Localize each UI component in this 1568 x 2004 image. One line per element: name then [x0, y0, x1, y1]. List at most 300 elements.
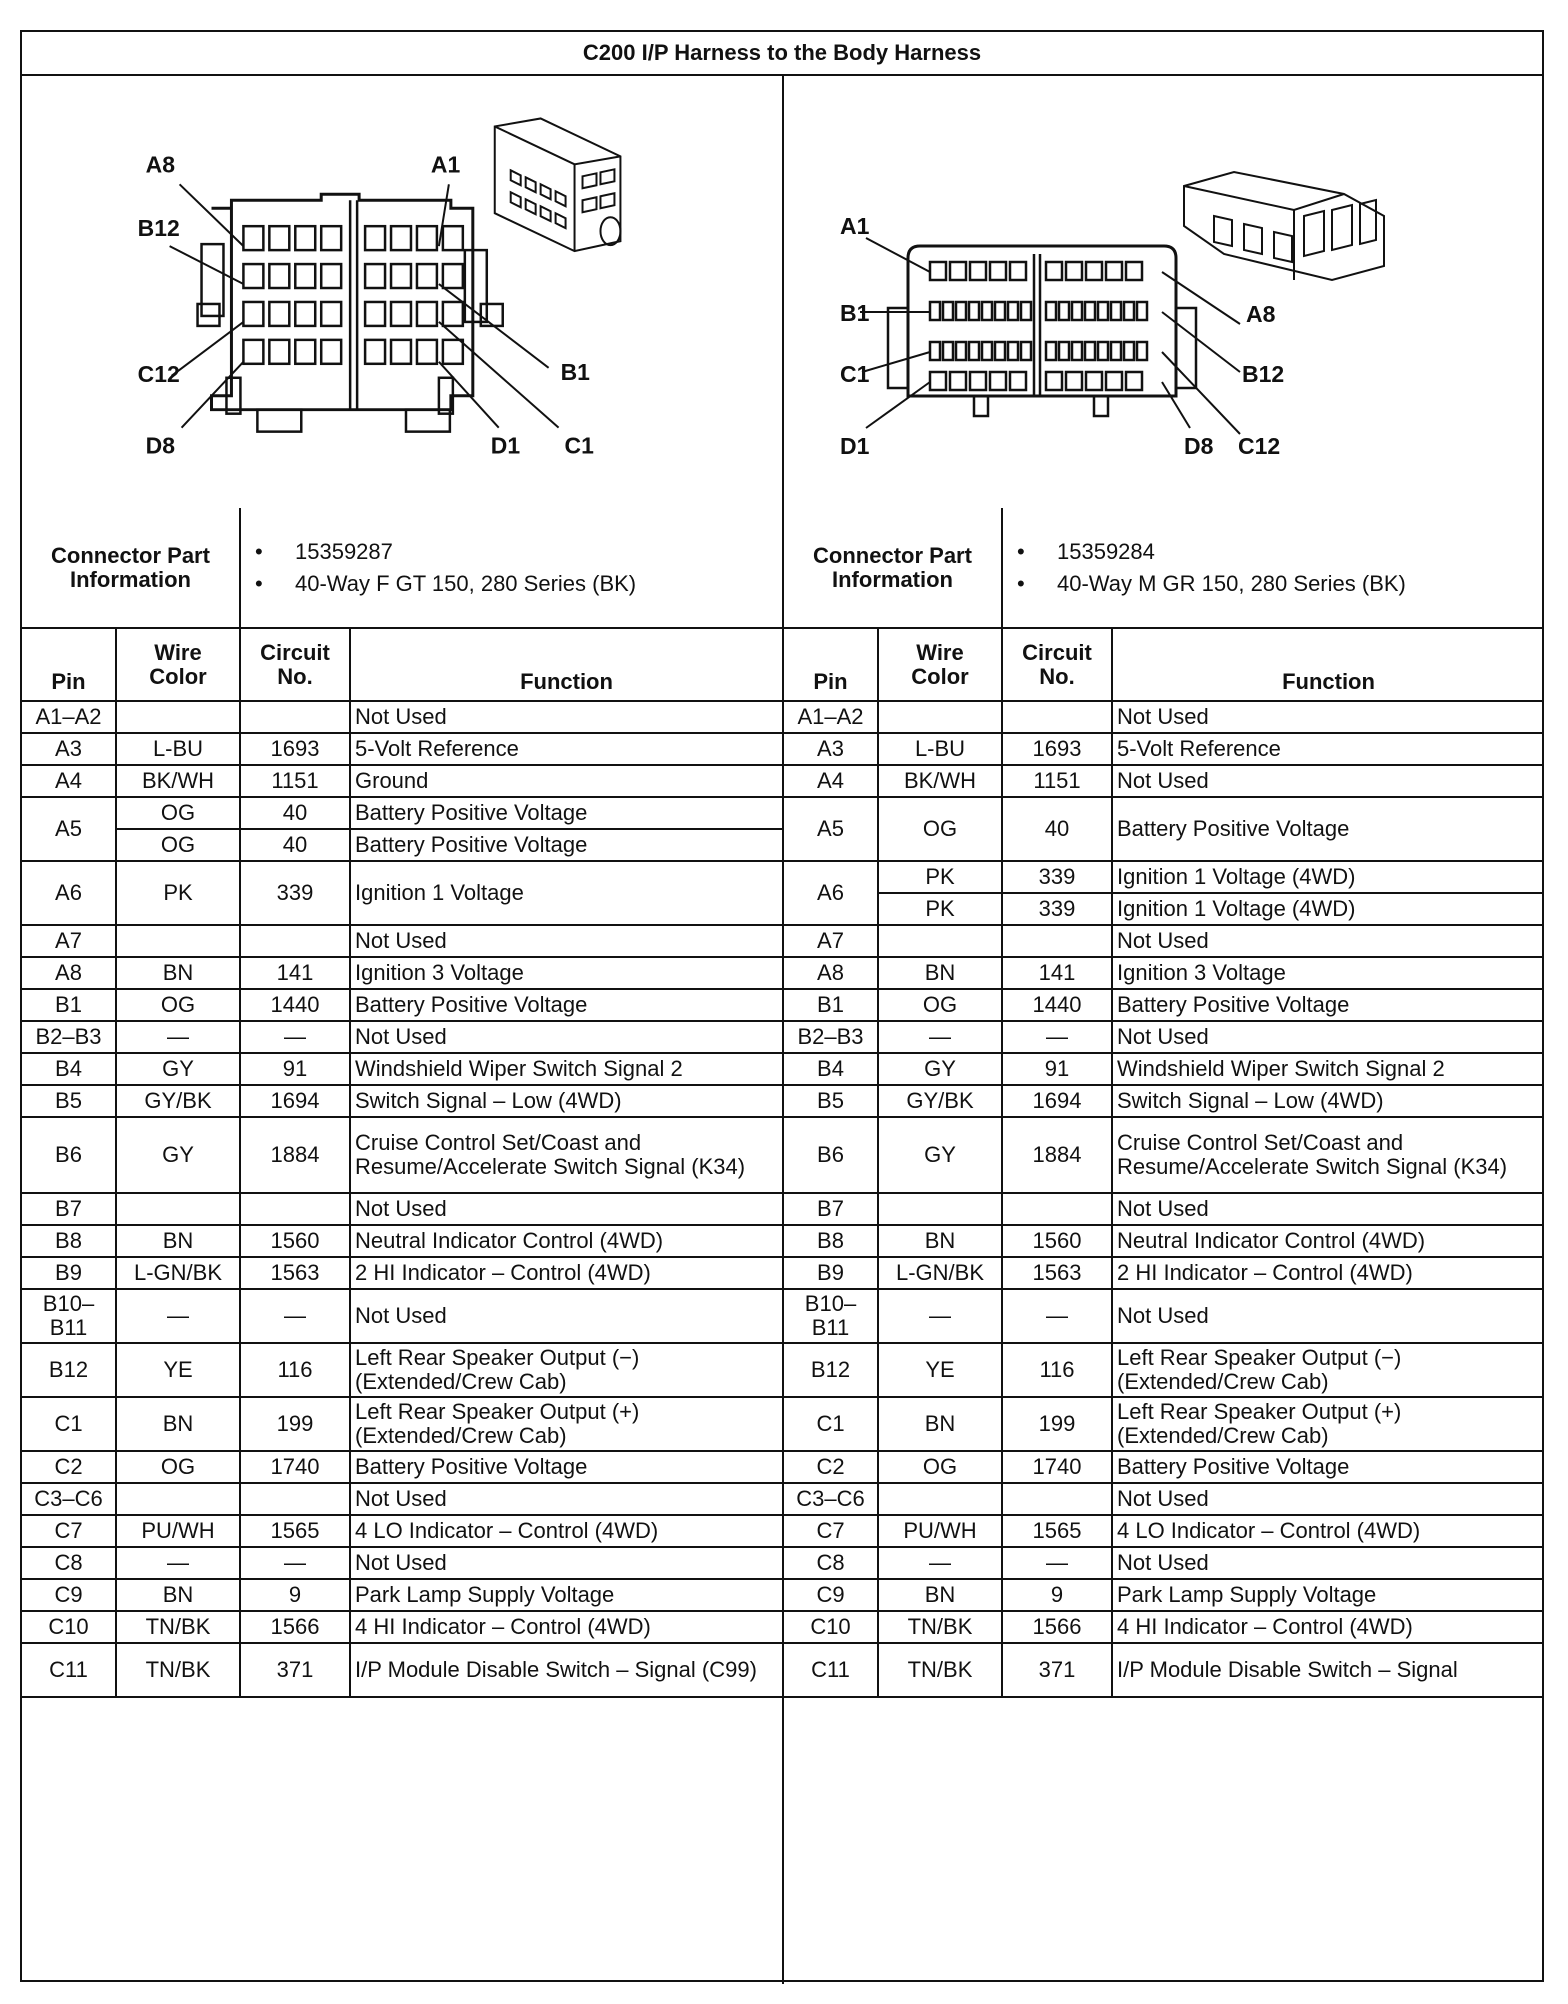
connector-cavity — [930, 262, 946, 280]
diagram-label-c12: C12 — [1238, 433, 1281, 459]
connector-part-label: Connector Part Information — [784, 508, 1002, 628]
header-circuit-no: Circuit No. — [1002, 629, 1112, 701]
table-row — [784, 1611, 1544, 1643]
wire-color-cell: OG — [878, 1451, 1002, 1483]
connector-cavity — [1010, 262, 1026, 280]
connector-cavity — [1072, 302, 1082, 320]
wire-color-cell: GY — [878, 1117, 1002, 1193]
wire-color-cell: GY — [116, 1053, 240, 1085]
circuit-cell: 1694 — [240, 1085, 350, 1117]
function-cell: Switch Signal – Low (4WD) — [350, 1085, 782, 1117]
table-row — [22, 1397, 782, 1451]
pin-cell: A5 — [784, 797, 878, 861]
function-cell: Neutral Indicator Control (4WD) — [350, 1225, 782, 1257]
diagram-label-d1: D1 — [490, 432, 521, 459]
circuit-cell: — — [240, 1289, 350, 1343]
wire-color-cell: BK/WH — [116, 765, 240, 797]
connector-cavity — [1137, 342, 1147, 360]
function-cell: Not Used — [1112, 1547, 1544, 1579]
circuit-cell: 1566 — [240, 1611, 350, 1643]
pin-cell: B2–B3 — [22, 1021, 116, 1053]
connector-cavity — [1059, 342, 1069, 360]
circuit-cell: 199 — [1002, 1397, 1112, 1451]
wire-color-cell: OG — [116, 1451, 240, 1483]
table-row — [22, 733, 782, 765]
pin-cell: B10–B11 — [784, 1289, 878, 1343]
connector-cavity — [295, 340, 315, 364]
circuit-cell: 1884 — [1002, 1117, 1112, 1193]
pin-cell: A8 — [784, 957, 878, 989]
wire-color-cell: GY/BK — [116, 1085, 240, 1117]
pin-cell: C7 — [22, 1515, 116, 1547]
connector-cavity — [943, 342, 953, 360]
table-row — [784, 1451, 1544, 1483]
connector-cavity — [365, 302, 385, 326]
function-cell: Ignition 1 Voltage — [350, 861, 782, 925]
connector-cavity — [970, 262, 986, 280]
connector-part-label: Connector Part Information — [22, 508, 240, 628]
function-cell: Not Used — [1112, 1021, 1544, 1053]
function-cell: Not Used — [1112, 925, 1544, 957]
function-cell: I/P Module Disable Switch – Signal (C99) — [350, 1643, 782, 1697]
right-pinout — [784, 508, 1544, 1984]
pin-cell: A6 — [784, 861, 878, 925]
header-wire-color: Wire Color — [878, 629, 1002, 701]
connector-cavity — [1066, 372, 1082, 390]
table-row — [784, 733, 1544, 765]
table-row — [22, 1053, 782, 1085]
table-row — [22, 861, 782, 925]
connector-cavity — [1046, 342, 1056, 360]
function-cell: Left Rear Speaker Output (−) (Extended/Crew Cab) — [350, 1343, 782, 1397]
connector-cavity — [295, 302, 315, 326]
wire-color-cell: PK — [116, 861, 240, 925]
function-cell: 2 HI Indicator – Control (4WD) — [1112, 1257, 1544, 1289]
table-row — [784, 1257, 1544, 1289]
function-cell: Ignition 3 Voltage — [350, 957, 782, 989]
circuit-cell: 339 — [1002, 861, 1112, 893]
circuit-cell — [240, 1483, 350, 1515]
connector-cavity — [1085, 302, 1095, 320]
pin-cell: B7 — [22, 1193, 116, 1225]
connector-cavity — [969, 302, 979, 320]
function-cell: Battery Positive Voltage — [1112, 1451, 1544, 1483]
connector-part-info — [240, 508, 782, 628]
function-cell: Ignition 3 Voltage — [1112, 957, 1544, 989]
connector-cavity — [930, 342, 940, 360]
connector-cavity — [982, 302, 992, 320]
pin-cell: C11 — [22, 1643, 116, 1697]
part-number: • 15359287 — [295, 536, 778, 568]
header-wire-color: Wire Color — [116, 629, 240, 701]
circuit-cell: 141 — [240, 957, 350, 989]
wire-color-cell: L-GN/BK — [878, 1257, 1002, 1289]
pin-cell: C10 — [784, 1611, 878, 1643]
circuit-cell: — — [1002, 1289, 1112, 1343]
circuit-cell — [240, 925, 350, 957]
pin-cell: A1–A2 — [784, 701, 878, 733]
circuit-cell — [1002, 1483, 1112, 1515]
table-row — [784, 1225, 1544, 1257]
function-cell: Not Used — [1112, 1289, 1544, 1343]
connector-cavity — [321, 340, 341, 364]
wire-color-cell: GY — [116, 1117, 240, 1193]
function-cell: Cruise Control Set/Coast and Resume/Accelerate Switch Signal (K34) — [350, 1117, 782, 1193]
wire-color-cell: — — [878, 1547, 1002, 1579]
connector-cavity — [365, 264, 385, 288]
connector-cavity — [1066, 262, 1082, 280]
table-row — [784, 765, 1544, 797]
wire-color-cell: BN — [116, 1579, 240, 1611]
function-cell: Neutral Indicator Control (4WD) — [1112, 1225, 1544, 1257]
pin-cell: B1 — [22, 989, 116, 1021]
pin-cell: A8 — [22, 957, 116, 989]
circuit-cell: 1563 — [1002, 1257, 1112, 1289]
connector-cavity — [243, 302, 263, 326]
pin-cell: B2–B3 — [784, 1021, 878, 1053]
function-cell: Battery Positive Voltage — [1112, 989, 1544, 1021]
connector-cavity — [443, 302, 463, 326]
wire-color-cell — [116, 925, 240, 957]
function-cell: Not Used — [350, 1547, 782, 1579]
function-cell: Left Rear Speaker Output (+) (Extended/Crew Cab) — [350, 1397, 782, 1451]
connector-cavity — [417, 264, 437, 288]
wire-color-cell — [878, 1483, 1002, 1515]
circuit-cell: — — [240, 1547, 350, 1579]
diagram-label-b1: B1 — [560, 358, 590, 385]
part-description: • 40-Way M GR 150, 280 Series (BK) — [1057, 568, 1540, 600]
wire-color-cell: BN — [878, 1225, 1002, 1257]
connector-cavity — [1098, 302, 1108, 320]
wire-color-cell: PK — [878, 861, 1002, 893]
pin-cell: B1 — [784, 989, 878, 1021]
table-row — [22, 1515, 782, 1547]
function-cell: Ground — [350, 765, 782, 797]
connector-cavity — [391, 264, 411, 288]
pin-cell: A5 — [22, 797, 116, 861]
circuit-cell: 1440 — [1002, 989, 1112, 1021]
function-cell: Battery Positive Voltage — [350, 797, 782, 829]
pin-cell: B8 — [22, 1225, 116, 1257]
diagram-label-c12: C12 — [137, 360, 180, 387]
circuit-cell: 1693 — [240, 733, 350, 765]
connector-cavity — [982, 342, 992, 360]
function-cell: Ignition 1 Voltage (4WD) — [1112, 893, 1544, 925]
function-cell: Park Lamp Supply Voltage — [1112, 1579, 1544, 1611]
function-cell: Battery Positive Voltage — [350, 989, 782, 1021]
wire-color-cell: GY/BK — [878, 1085, 1002, 1117]
pin-cell: B12 — [784, 1343, 878, 1397]
connector-cavity — [969, 342, 979, 360]
function-cell: Not Used — [350, 1483, 782, 1515]
connector-cavity — [970, 372, 986, 390]
connector-cavity — [1126, 372, 1142, 390]
table-row — [784, 989, 1544, 1021]
circuit-cell: 1740 — [240, 1451, 350, 1483]
header-pin: Pin — [22, 629, 116, 701]
connector-cavity — [443, 264, 463, 288]
left-part-info-table — [22, 508, 782, 629]
pin-cell: B5 — [22, 1085, 116, 1117]
connector-cavity — [990, 372, 1006, 390]
wire-color-cell: YE — [116, 1343, 240, 1397]
connector-cavity — [391, 340, 411, 364]
circuit-cell: 1565 — [1002, 1515, 1112, 1547]
diagram-label-a8: A8 — [1246, 301, 1276, 327]
table-row — [784, 1053, 1544, 1085]
pin-cell: B10–B11 — [22, 1289, 116, 1343]
pin-cell: C7 — [784, 1515, 878, 1547]
connector-cavity — [269, 340, 289, 364]
pin-cell: B4 — [22, 1053, 116, 1085]
pin-cell: A3 — [784, 733, 878, 765]
table-row — [784, 1483, 1544, 1515]
function-cell: 5-Volt Reference — [350, 733, 782, 765]
function-cell: 4 LO Indicator – Control (4WD) — [350, 1515, 782, 1547]
connector-cavity — [1046, 262, 1062, 280]
function-cell: Windshield Wiper Switch Signal 2 — [350, 1053, 782, 1085]
function-cell: Windshield Wiper Switch Signal 2 — [1112, 1053, 1544, 1085]
table-row — [784, 1579, 1544, 1611]
connector-cavity — [995, 342, 1005, 360]
wire-color-cell: TN/BK — [878, 1643, 1002, 1697]
connector-sheet — [20, 30, 1544, 1982]
table-row — [22, 1085, 782, 1117]
wire-color-cell: BN — [878, 957, 1002, 989]
connector-cavity — [243, 340, 263, 364]
pin-cell: B7 — [784, 1193, 878, 1225]
header-function: Function — [1112, 629, 1544, 701]
connector-cavity — [443, 340, 463, 364]
circuit-cell — [1002, 701, 1112, 733]
connector-cavity — [1085, 342, 1095, 360]
wire-color-cell — [878, 925, 1002, 957]
diagram-label-a1: A1 — [840, 213, 870, 239]
table-row — [22, 989, 782, 1021]
pin-cell: C11 — [784, 1643, 878, 1697]
right-pin-table — [784, 629, 1544, 1698]
pin-cell: C8 — [784, 1547, 878, 1579]
function-cell: Park Lamp Supply Voltage — [350, 1579, 782, 1611]
wire-color-cell: TN/BK — [878, 1611, 1002, 1643]
connector-cavity — [950, 262, 966, 280]
diagram-label-c1: C1 — [564, 432, 594, 459]
connector-cavity — [1106, 372, 1122, 390]
header-pin: Pin — [784, 629, 878, 701]
circuit-cell: 1151 — [240, 765, 350, 797]
circuit-cell — [1002, 925, 1112, 957]
right-connector-diagram — [784, 76, 1544, 508]
circuit-cell: 1565 — [240, 1515, 350, 1547]
function-cell: I/P Module Disable Switch – Signal — [1112, 1643, 1544, 1697]
connector-cavity — [1098, 342, 1108, 360]
function-cell: 4 HI Indicator – Control (4WD) — [350, 1611, 782, 1643]
diagram-label-b12: B12 — [137, 215, 180, 242]
circuit-cell: 1563 — [240, 1257, 350, 1289]
pin-cell: A3 — [22, 733, 116, 765]
table-row — [784, 925, 1544, 957]
connector-cavity — [295, 264, 315, 288]
connector-cavity — [243, 226, 263, 250]
connector-cavity — [1124, 342, 1134, 360]
function-cell: Not Used — [350, 1021, 782, 1053]
connector-cavity — [1072, 342, 1082, 360]
function-cell: Cruise Control Set/Coast and Resume/Accelerate Switch Signal (K34) — [1112, 1117, 1544, 1193]
connector-part-info — [1002, 508, 1544, 628]
pin-cell: C1 — [22, 1397, 116, 1451]
circuit-cell: 40 — [240, 829, 350, 861]
function-cell: Not Used — [1112, 701, 1544, 733]
left-connector-diagram — [22, 76, 784, 508]
wire-color-cell: OG — [878, 797, 1002, 861]
wire-color-cell: GY — [878, 1053, 1002, 1085]
wire-color-cell: OG — [116, 989, 240, 1021]
table-row — [22, 1611, 782, 1643]
table-row — [22, 1483, 782, 1515]
wire-color-cell: PU/WH — [116, 1515, 240, 1547]
wire-color-cell: PK — [878, 893, 1002, 925]
connector-cavity — [1021, 342, 1031, 360]
function-cell: Not Used — [350, 701, 782, 733]
circuit-cell: 40 — [1002, 797, 1112, 861]
sheet-title: C200 I/P Harness to the Body Harness — [22, 32, 1542, 76]
wire-color-cell: OG — [116, 797, 240, 829]
wire-color-cell — [116, 1483, 240, 1515]
circuit-cell: 91 — [1002, 1053, 1112, 1085]
connector-cavity — [950, 372, 966, 390]
circuit-cell: 116 — [240, 1343, 350, 1397]
function-cell: Not Used — [350, 925, 782, 957]
table-row — [784, 1643, 1544, 1697]
table-row — [784, 797, 1544, 861]
connector-cavity — [295, 226, 315, 250]
wire-color-cell: — — [116, 1289, 240, 1343]
pin-cell: B9 — [784, 1257, 878, 1289]
pin-cell: C2 — [22, 1451, 116, 1483]
connector-cavity — [1008, 302, 1018, 320]
pin-cell: C1 — [784, 1397, 878, 1451]
table-row — [22, 1643, 782, 1697]
table-row — [784, 1343, 1544, 1397]
connector-cavity — [391, 302, 411, 326]
table-row — [22, 1451, 782, 1483]
circuit-cell: 371 — [1002, 1643, 1112, 1697]
circuit-cell: 1560 — [240, 1225, 350, 1257]
connector-cavity — [1111, 342, 1121, 360]
wire-color-cell: BN — [878, 1397, 1002, 1451]
function-cell: Battery Positive Voltage — [350, 829, 782, 861]
diagram-label-a8: A8 — [145, 151, 175, 178]
pin-cell: A4 — [784, 765, 878, 797]
table-row — [22, 957, 782, 989]
wire-color-cell: YE — [878, 1343, 1002, 1397]
circuit-cell: 1151 — [1002, 765, 1112, 797]
pin-cell: C8 — [22, 1547, 116, 1579]
table-row — [22, 1021, 782, 1053]
table-row — [22, 765, 782, 797]
pin-cell: B12 — [22, 1343, 116, 1397]
table-row — [784, 1193, 1544, 1225]
circuit-cell: 1440 — [240, 989, 350, 1021]
connector-cavity — [417, 302, 437, 326]
circuit-cell: 1740 — [1002, 1451, 1112, 1483]
connector-cavity — [417, 340, 437, 364]
connector-cavity — [321, 226, 341, 250]
connector-cavity — [391, 226, 411, 250]
wire-color-cell: PU/WH — [878, 1515, 1002, 1547]
connector-cavity — [1008, 342, 1018, 360]
circuit-cell: — — [1002, 1021, 1112, 1053]
left-pinout — [22, 508, 784, 1984]
header-circuit-no: Circuit No. — [240, 629, 350, 701]
pin-cell: A6 — [22, 861, 116, 925]
wire-color-cell — [116, 1193, 240, 1225]
wire-color-cell — [878, 701, 1002, 733]
circuit-cell: 1566 — [1002, 1611, 1112, 1643]
pin-cell: A1–A2 — [22, 701, 116, 733]
pin-cell: A7 — [784, 925, 878, 957]
function-cell: Not Used — [1112, 1193, 1544, 1225]
function-cell: 5-Volt Reference — [1112, 733, 1544, 765]
wire-color-cell: BN — [878, 1579, 1002, 1611]
connector-cavity — [269, 264, 289, 288]
connector-cavity — [321, 302, 341, 326]
part-description: • 40-Way F GT 150, 280 Series (BK) — [295, 568, 778, 600]
table-row — [22, 1225, 782, 1257]
pin-cell: B5 — [784, 1085, 878, 1117]
wire-color-cell: — — [116, 1547, 240, 1579]
wire-color-cell: L-BU — [878, 733, 1002, 765]
connector-cavity — [1010, 372, 1026, 390]
pin-cell: B6 — [784, 1117, 878, 1193]
connector-cavity — [943, 302, 953, 320]
function-cell: Not Used — [350, 1193, 782, 1225]
connector-cavity — [365, 340, 385, 364]
pin-cell: B4 — [784, 1053, 878, 1085]
diagram-label-b12: B12 — [1242, 361, 1285, 387]
function-cell: Ignition 1 Voltage (4WD) — [1112, 861, 1544, 893]
table-row — [22, 1343, 782, 1397]
wire-color-cell: BN — [116, 1397, 240, 1451]
function-cell: 4 HI Indicator – Control (4WD) — [1112, 1611, 1544, 1643]
connector-cavity — [995, 302, 1005, 320]
circuit-cell: 40 — [240, 797, 350, 829]
circuit-cell: 339 — [1002, 893, 1112, 925]
wire-color-cell: OG — [116, 829, 240, 861]
connector-cavity — [269, 302, 289, 326]
pin-cell: A7 — [22, 925, 116, 957]
header-function: Function — [350, 629, 782, 701]
wire-color-cell: — — [878, 1021, 1002, 1053]
table-row — [784, 1117, 1544, 1193]
pin-cell: C10 — [22, 1611, 116, 1643]
pin-cell: C9 — [784, 1579, 878, 1611]
wire-color-cell: — — [116, 1021, 240, 1053]
wire-color-cell: BN — [116, 1225, 240, 1257]
connector-cavity — [1086, 262, 1102, 280]
function-cell: Left Rear Speaker Output (−) (Extended/Crew Cab) — [1112, 1343, 1544, 1397]
wire-color-cell: BK/WH — [878, 765, 1002, 797]
connector-cavity — [1126, 262, 1142, 280]
connector-cavity — [269, 226, 289, 250]
circuit-cell: 141 — [1002, 957, 1112, 989]
connector-cavity — [1111, 302, 1121, 320]
circuit-cell: 1884 — [240, 1117, 350, 1193]
diagram-label-d1: D1 — [840, 433, 870, 459]
wire-color-cell: TN/BK — [116, 1611, 240, 1643]
function-cell: Left Rear Speaker Output (+) (Extended/Crew Cab) — [1112, 1397, 1544, 1451]
pin-cell: C2 — [784, 1451, 878, 1483]
